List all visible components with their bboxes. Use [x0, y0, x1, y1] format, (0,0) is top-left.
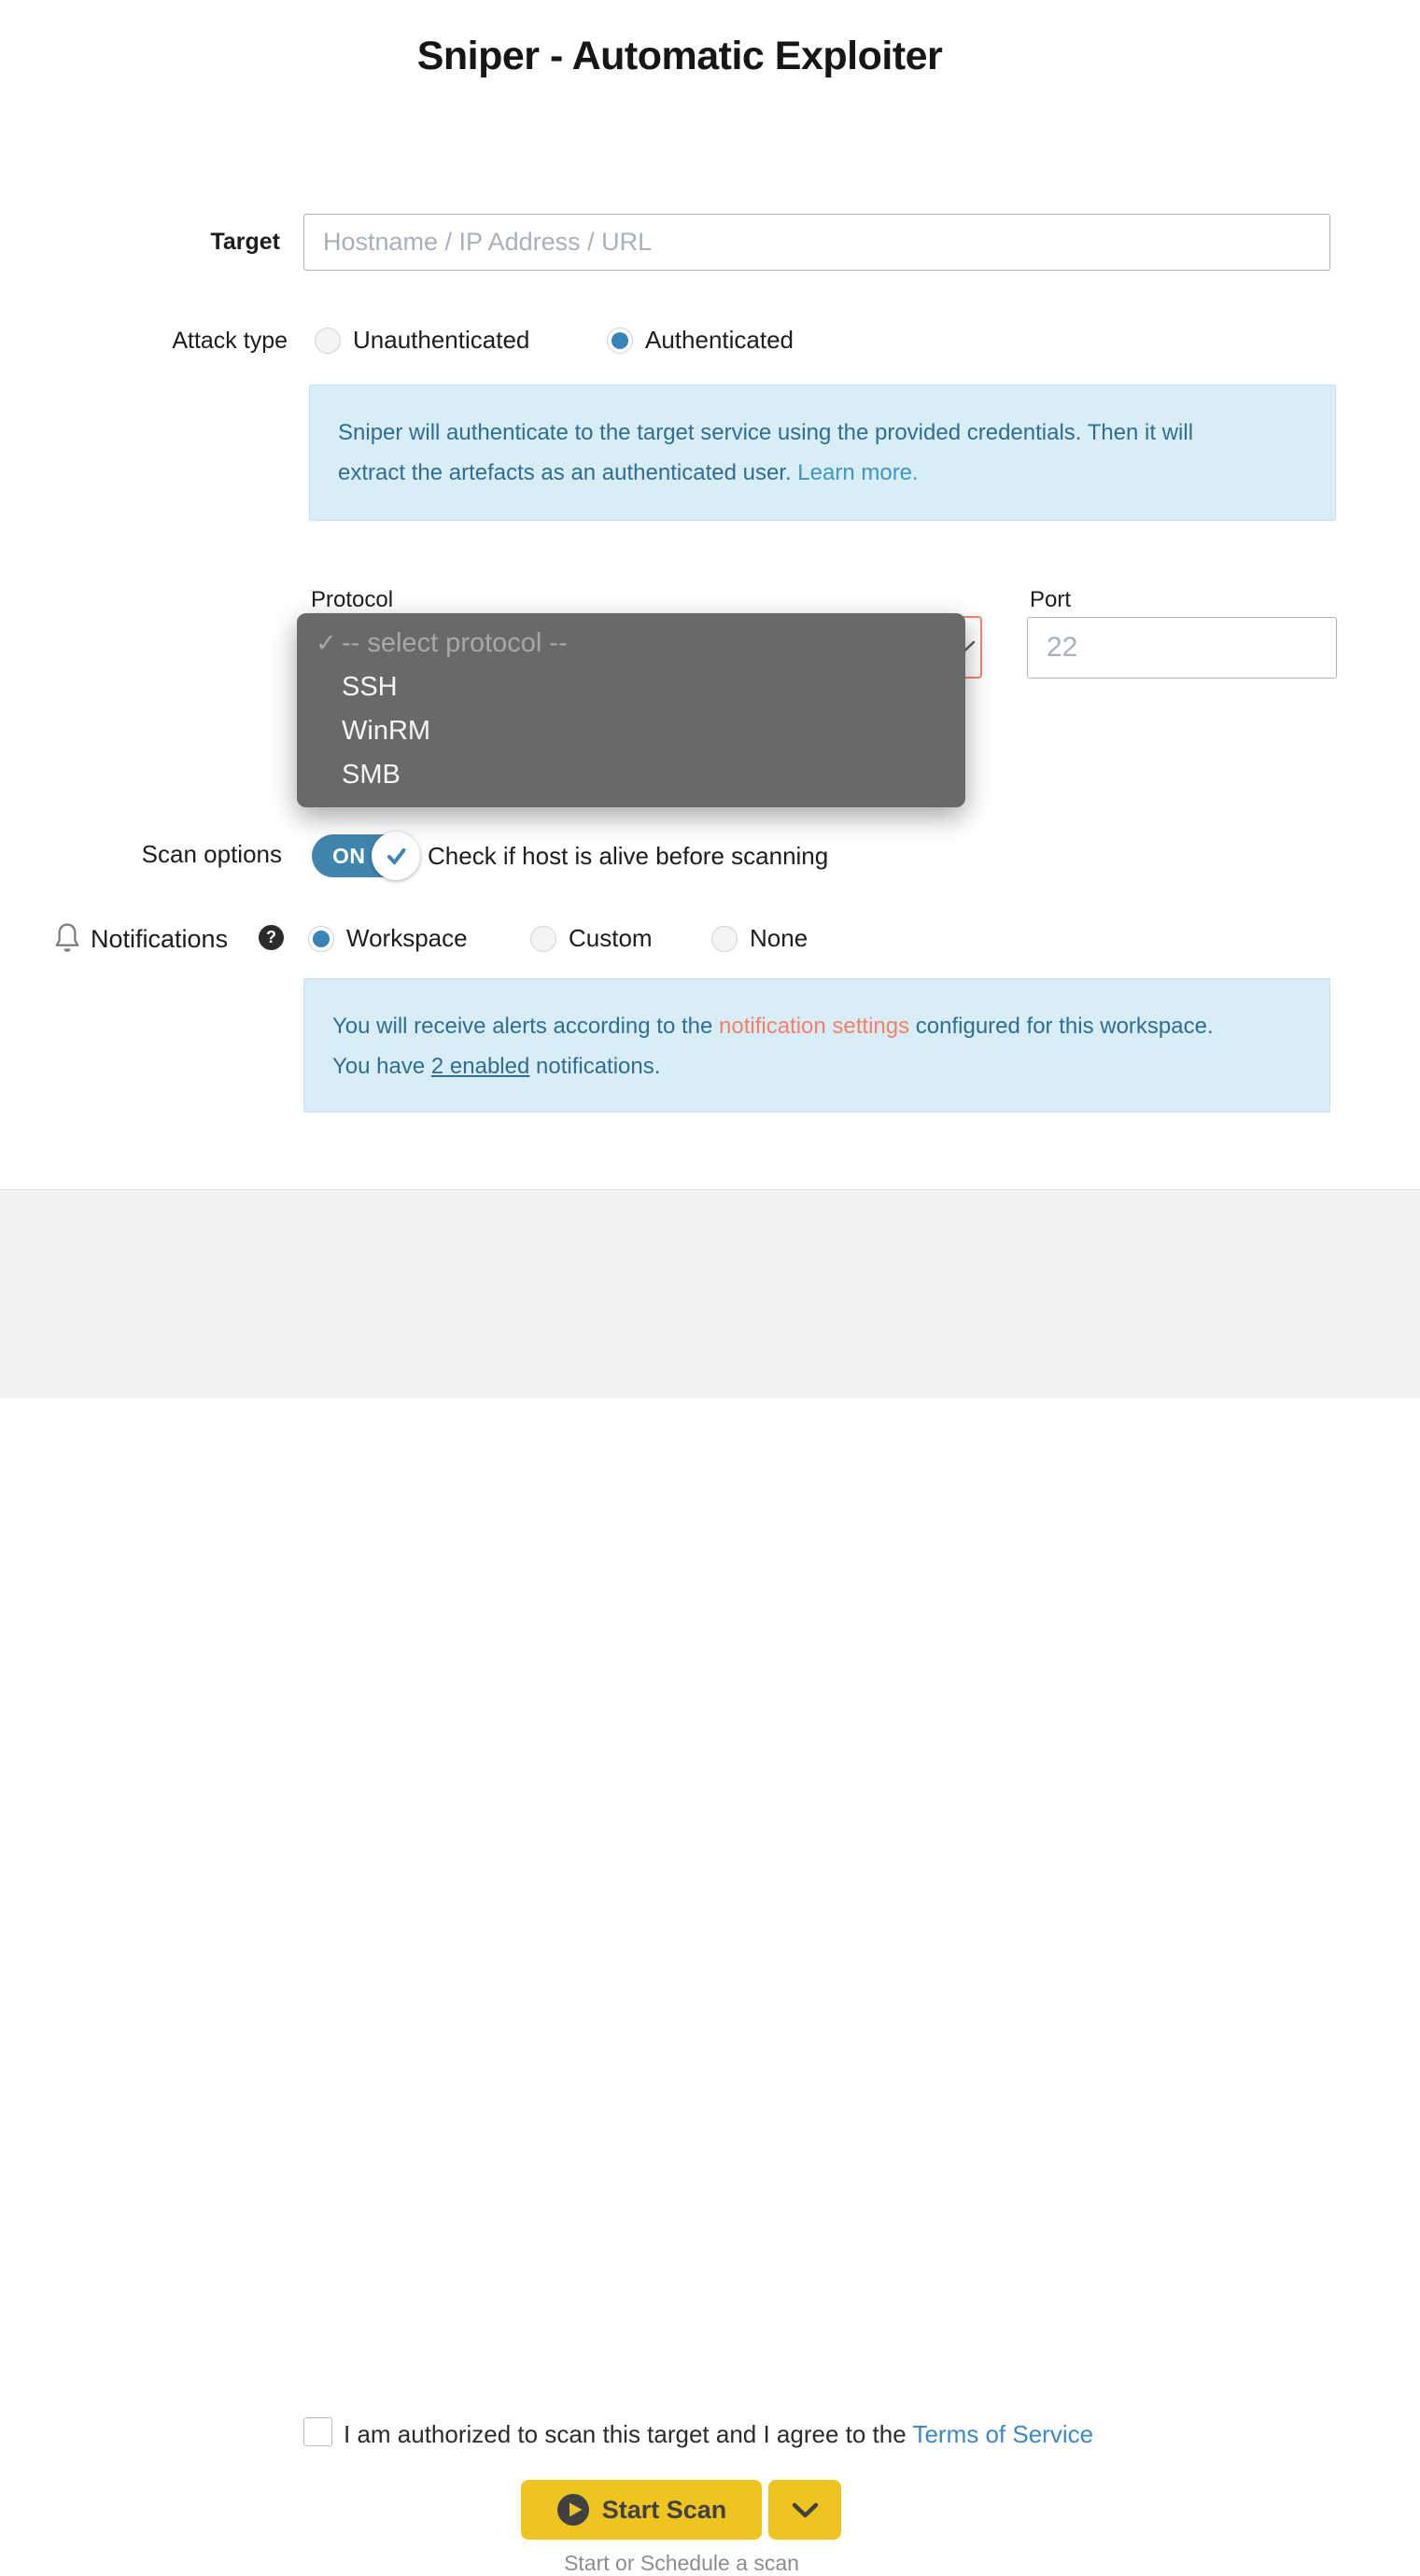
radio-authenticated-label: Authenticated — [645, 326, 794, 354]
radio-unauthenticated[interactable] — [315, 326, 529, 355]
radio-custom[interactable] — [530, 924, 653, 953]
bell-icon — [52, 920, 82, 960]
start-scan-caption: Start or Schedule a scan — [564, 2551, 799, 2575]
page-title: Sniper - Automatic Exploiter — [416, 34, 943, 78]
port-input[interactable] — [1027, 617, 1337, 679]
dropdown-option-smb[interactable]: SMB — [342, 760, 401, 790]
toggle-knob — [372, 832, 420, 880]
radio-custom-label: Custom — [569, 924, 653, 952]
radio-icon — [315, 328, 341, 354]
chevron-down-icon — [791, 2501, 820, 2519]
auth-info-line1: Sniper will authenticate to the target service using the provided credentials. Then it will — [338, 420, 1194, 445]
radio-none-label: None — [750, 924, 808, 952]
radio-selected-icon — [607, 328, 633, 354]
authorization-label: I am authorized to scan this target and I agree to the Terms of Service — [344, 2420, 1094, 2448]
radio-selected-icon — [308, 926, 334, 952]
schedule-scan-dropdown-button[interactable] — [768, 2480, 841, 2540]
start-scan-button[interactable] — [521, 2480, 762, 2540]
target-input[interactable] — [303, 214, 1330, 271]
radio-workspace-label: Workspace — [346, 924, 468, 952]
auth-info-line2: extract the artefacts as an authenticated user. — [338, 460, 798, 485]
radio-none[interactable] — [711, 924, 808, 953]
start-scan-label: Start Scan — [601, 2495, 727, 2524]
help-icon[interactable]: ? — [259, 925, 284, 950]
checkmark-icon — [384, 844, 409, 869]
learn-more-link[interactable]: Learn more. — [797, 460, 919, 485]
terms-of-service-link[interactable]: Terms of Service — [912, 2420, 1094, 2448]
radio-unauthenticated-label: Unauthenticated — [353, 326, 530, 354]
authorization-checkbox[interactable] — [303, 2417, 332, 2446]
radio-workspace[interactable] — [308, 924, 468, 953]
notifications-info-box: You will receive alerts according to the notification settings configured for this workspace. You have 2 enabled notifications. — [303, 978, 1330, 1113]
enabled-notifications-link[interactable]: 2 enabled — [430, 1054, 530, 1079]
footer-bar — [0, 1189, 1420, 2575]
notification-settings-link[interactable]: notification settings — [719, 1014, 910, 1039]
toggle-on-label: ON — [332, 844, 366, 868]
host-alive-toggle[interactable] — [312, 834, 416, 877]
radio-icon — [530, 926, 556, 952]
port-label: Port — [1030, 587, 1072, 612]
dropdown-option-select-protocol[interactable]: ✓ -- select protocol -- — [297, 622, 965, 665]
play-circle-icon — [556, 2493, 590, 2527]
target-label: Target — [210, 229, 280, 255]
protocol-label: Protocol — [311, 587, 394, 612]
host-alive-label: Check if host is alive before scanning — [428, 842, 829, 870]
radio-icon — [711, 926, 738, 952]
radio-authenticated[interactable] — [607, 326, 794, 355]
notifications-label: Notifications — [91, 925, 229, 953]
attack-type-label: Attack type — [172, 328, 288, 354]
scan-options-label: Scan options — [141, 840, 282, 868]
protocol-dropdown — [297, 613, 965, 807]
dropdown-option-winrm[interactable]: WinRM — [342, 716, 431, 746]
auth-info-box — [309, 385, 1336, 521]
dropdown-option-ssh[interactable]: SSH — [342, 672, 398, 702]
checkmark-icon: ✓ — [316, 629, 337, 657]
